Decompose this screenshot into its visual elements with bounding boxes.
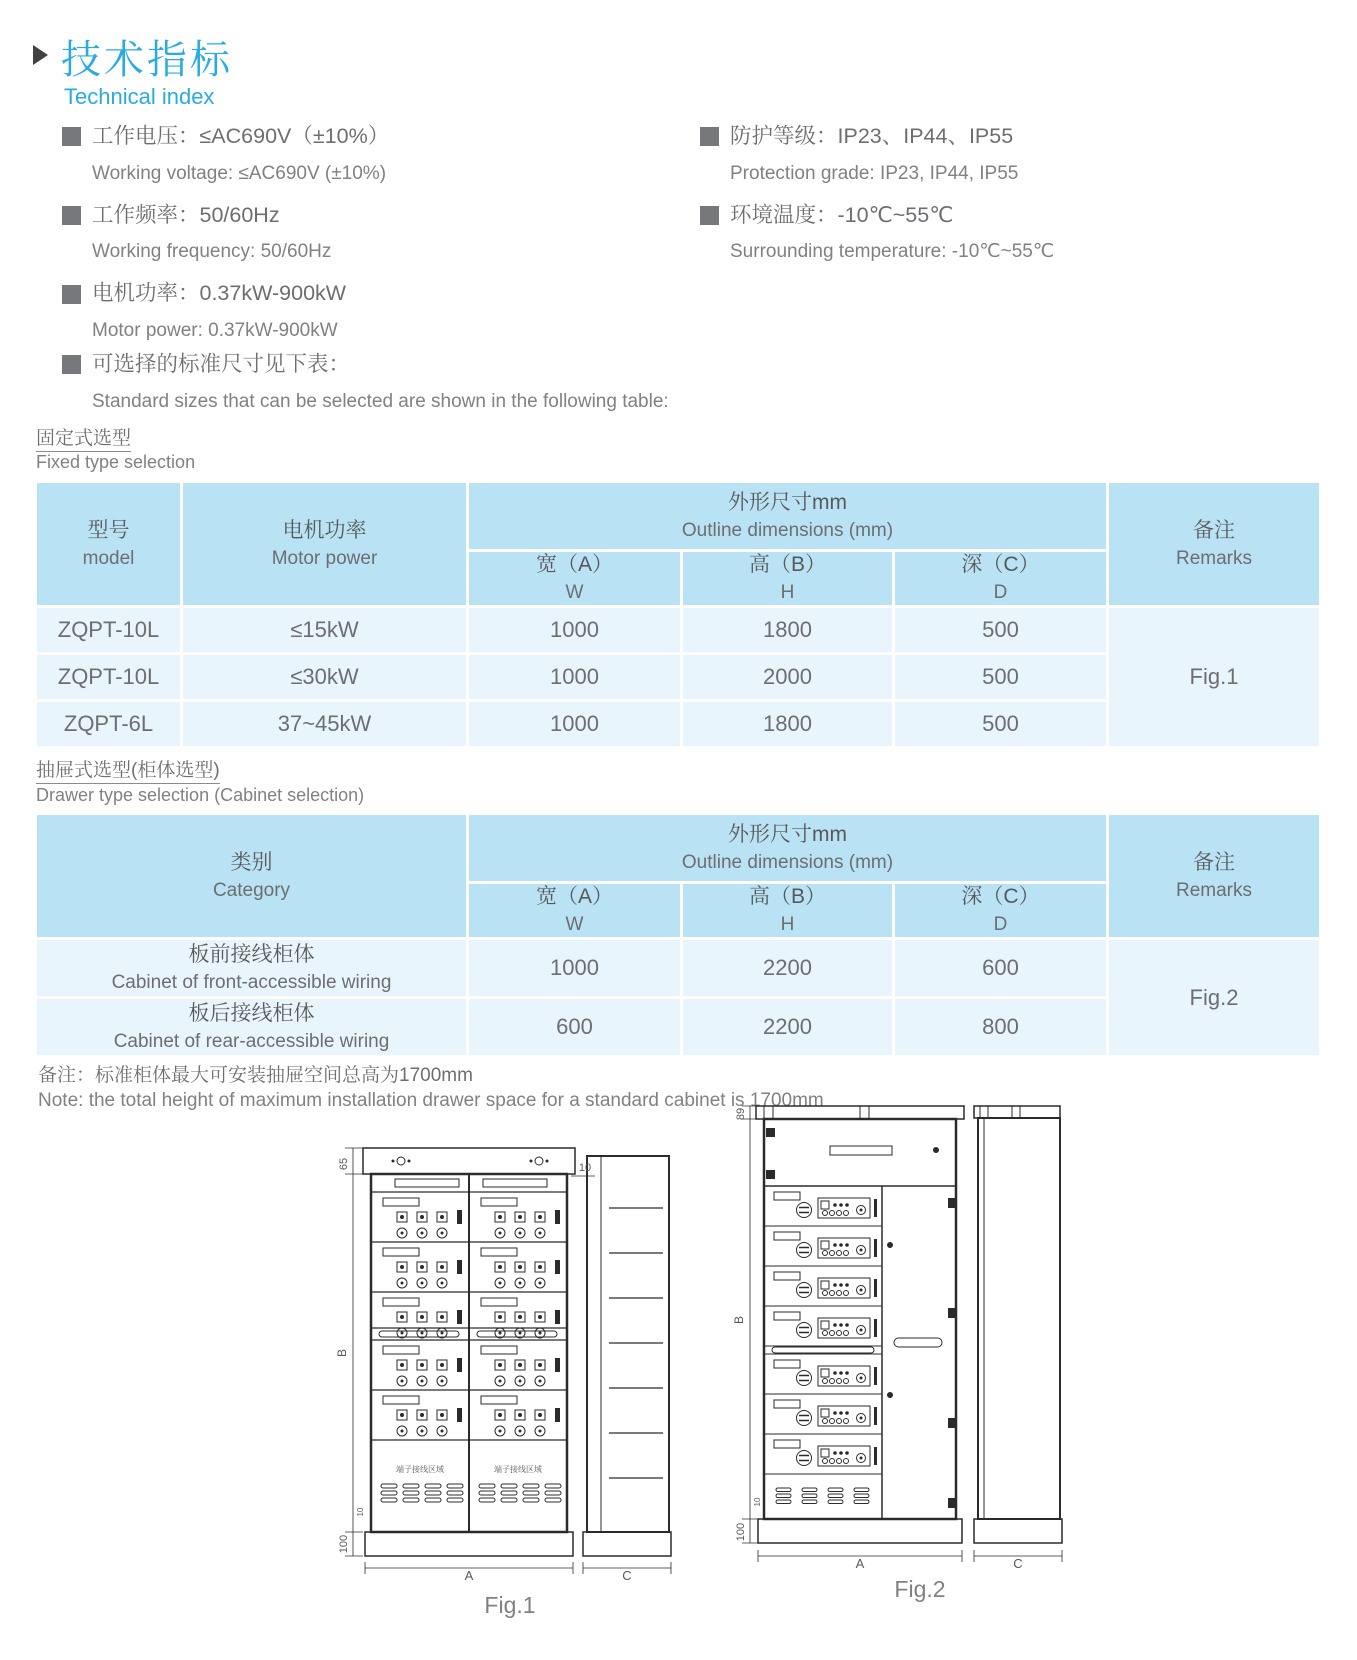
cell-category: 板后接线柜体 Cabinet of rear-accessible wiring [37, 999, 466, 1055]
table-intro [62, 352, 962, 431]
fig2-dim-small: 10 [753, 1497, 762, 1507]
cell-width: 1000 [469, 940, 680, 996]
fig1-front-view [363, 1148, 575, 1556]
spec-list-left [62, 124, 662, 360]
cell-depth: 500 [895, 702, 1106, 746]
spec-list-right [700, 124, 1340, 281]
col-header-outline-dimensions: 外形尺寸mm Outline dimensions (mm) [469, 483, 1106, 549]
table-row [37, 940, 1319, 996]
cell-width: 1000 [469, 655, 680, 699]
col-header-height: 高（B） H [683, 884, 892, 937]
fig1-caption: Fig.1 [484, 1592, 536, 1618]
spec-en-text: Protection grade: IP23, IP44, IP55 [730, 162, 1019, 184]
spec-item-motor-power [62, 281, 662, 343]
page-title-cn: 技术指标 [61, 38, 233, 82]
cell-height: 2000 [683, 655, 892, 699]
spec-cn-text: 工作电压：≤AC690V（±10%） [92, 124, 390, 148]
spec-en-text: Standard sizes that can be selected are shown in the following table: [92, 390, 669, 412]
spec-cn-text: 电机功率：0.37kW-900kW [92, 281, 347, 306]
spec-item-working-voltage [62, 124, 662, 186]
cell-remark: Fig.1 [1109, 608, 1319, 746]
col-header-model: 型号 model [37, 483, 180, 605]
fig2-caption: Fig.2 [894, 1576, 946, 1602]
col-header-category: 类别 Category [37, 815, 466, 937]
cell-height: 2200 [683, 940, 892, 996]
spec-item-surrounding-temperature [700, 203, 1340, 265]
table-row [37, 608, 1319, 652]
col-header-depth: 深（C） D [895, 552, 1106, 605]
fig1-side-view [583, 1156, 671, 1556]
drawer-section-title-cn: 抽屉式选型(柜体选型) [36, 755, 220, 784]
col-header-width: 宽（A） W [469, 552, 680, 605]
col-header-height: 高（B） H [683, 552, 892, 605]
fixed-section-title-cn: 固定式选型 [36, 423, 131, 452]
fig2-dim-cap: 89 [735, 1107, 747, 1121]
fig1-terminal-label: 端子接线区域 [494, 1465, 542, 1474]
fig2-drawing [712, 1090, 1072, 1570]
fig1-dim-height: B [335, 1348, 349, 1358]
fig1-dim-small: 10 [356, 1507, 365, 1517]
cell-model: ZQPT-10L [37, 608, 180, 652]
drawer-type-table [34, 812, 1322, 1058]
fig2-side-view [974, 1106, 1062, 1543]
fig2-dim-height: B [732, 1315, 746, 1325]
cell-height: 1800 [683, 702, 892, 746]
fig1-dim-depth: C [622, 1568, 632, 1583]
cell-depth: 500 [895, 608, 1106, 652]
spec-item-working-frequency [62, 203, 662, 265]
bullet-square-icon [700, 127, 719, 146]
col-header-depth: 深（C） D [895, 884, 1106, 937]
cell-height: 1800 [683, 608, 892, 652]
spec-item-standard-sizes [62, 352, 962, 414]
cell-remark: Fig.2 [1109, 940, 1319, 1055]
note-cn: 备注：标准柜体最大可安装抽屉空间总高为1700mm [38, 1065, 473, 1086]
spec-cn-text: 防护等级：IP23、IP44、IP55 [730, 124, 1014, 148]
cell-depth: 500 [895, 655, 1106, 699]
cell-width: 1000 [469, 702, 680, 746]
col-header-outline-dimensions: 外形尺寸mm Outline dimensions (mm) [469, 815, 1106, 881]
cell-width: 600 [469, 999, 680, 1055]
cell-power: 37~45kW [183, 702, 466, 746]
fig1-dim-width: A [464, 1568, 474, 1583]
col-header-width: 宽（A） W [469, 884, 680, 937]
cell-model: ZQPT-6L [37, 702, 180, 746]
cell-width: 1000 [469, 608, 680, 652]
drawer-section-title-en: Drawer type selection (Cabinet selection) [36, 785, 365, 805]
col-header-motor-power: 电机功率 Motor power [183, 483, 466, 605]
fig1-terminal-label: 端子接线区域 [396, 1465, 444, 1474]
cell-power: ≤15kW [183, 608, 466, 652]
spec-en-text: Surrounding temperature: -10℃~55℃ [730, 241, 1055, 263]
cell-height: 2200 [683, 999, 892, 1055]
fig1-drawing [335, 1128, 685, 1588]
table-header-row [37, 815, 1319, 881]
fig2-dim-base: 100 [735, 1522, 747, 1542]
cell-depth: 600 [895, 940, 1106, 996]
bullet-square-icon [62, 285, 81, 304]
section-arrow-icon [33, 45, 48, 65]
spec-en-text: Working voltage: ≤AC690V (±10%) [92, 162, 387, 184]
fig2-front-view [756, 1106, 964, 1543]
fig2-dim-width: A [855, 1556, 865, 1570]
bullet-square-icon [700, 206, 719, 225]
fig1-dimensions [335, 1148, 671, 1583]
page-title-en: Technical index [64, 84, 215, 109]
cell-model: ZQPT-10L [37, 655, 180, 699]
table-header-row [37, 483, 1319, 549]
fig1-dim-cap: 65 [338, 1157, 350, 1171]
spec-cn-text: 可选择的标准尺寸见下表： [92, 352, 351, 376]
col-header-remarks: 备注 Remarks [1109, 483, 1319, 605]
spec-item-protection-grade [700, 124, 1340, 186]
spec-en-text: Motor power: 0.37kW-900kW [92, 319, 338, 341]
fig2-dim-depth: C [1013, 1556, 1023, 1570]
cell-category: 板前接线柜体 Cabinet of front-accessible wiring [37, 940, 466, 996]
bullet-square-icon [62, 355, 81, 374]
spec-cn-text: 工作频率：50/60Hz [92, 202, 280, 227]
note-en: Note: the total height of maximum installation drawer space for a standard cabinet is 1700mm [38, 1090, 824, 1111]
bullet-square-icon [62, 206, 81, 225]
fig1-dim-base: 100 [338, 1534, 350, 1554]
cell-power: ≤30kW [183, 655, 466, 699]
bullet-square-icon [62, 127, 81, 146]
fixed-section-title-en: Fixed type selection [36, 452, 196, 472]
spec-en-text: Working frequency: 50/60Hz [92, 241, 332, 263]
fig1-dim-top-right: 10 [578, 1162, 592, 1174]
spec-cn-text: 环境温度：-10℃~55℃ [730, 202, 954, 227]
cell-depth: 800 [895, 999, 1106, 1055]
fixed-type-table [34, 480, 1322, 749]
col-header-remarks: 备注 Remarks [1109, 815, 1319, 937]
